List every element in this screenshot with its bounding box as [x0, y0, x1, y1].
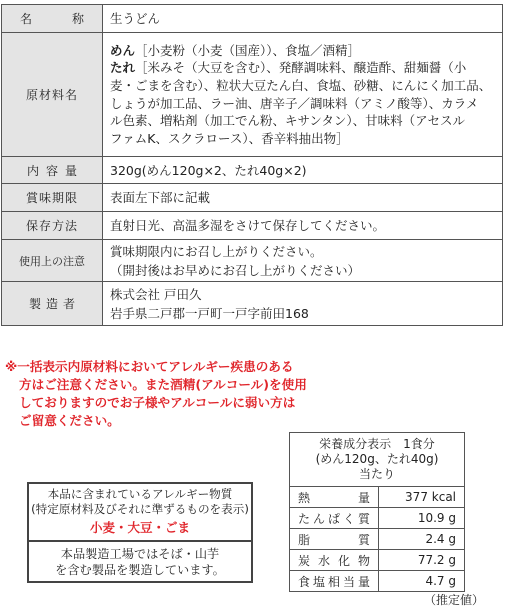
- name-value: 生うどん: [103, 5, 503, 33]
- tare-line-1: ［米みそ（大豆を含む）、発酵調味料、醸造酢、甜麺醤（小: [135, 60, 467, 76]
- factory-line-2: を含む製品を製造しています。: [55, 563, 225, 577]
- tare-key: たれ: [110, 60, 136, 76]
- nutrition-caption: [290, 433, 465, 487]
- warning-line-2: 方はご注意ください。また酒精(アルコール)を使用: [19, 377, 307, 392]
- row-expiry: [2, 184, 503, 212]
- nutrition-caption-2: (めん120g、たれ40g): [315, 452, 439, 466]
- nutrient-value: 4.7 g: [379, 571, 465, 592]
- nutrient-name: たんぱく質: [290, 508, 379, 529]
- nutrition-caption-3: 当たり: [358, 467, 395, 481]
- content-header: 内容量: [2, 157, 103, 184]
- nutrition-row: [290, 529, 465, 550]
- row-maker: [2, 282, 503, 326]
- expiry-header: 賞味期限: [2, 184, 103, 212]
- tare-line-4: ル色素、増粘剤（加工でん粉、キサンタン）、甘味料（アセスル: [110, 113, 466, 129]
- nutrient-name: 熱量: [290, 487, 379, 508]
- name-header: 名 称: [2, 5, 103, 33]
- men-text: ［小麦粉（小麦（国産））、食塩／酒精］: [135, 42, 361, 58]
- product-label-table: [1, 4, 503, 326]
- tare-line-5: ファムK、スクラロース）、香辛料抽出物］: [110, 130, 349, 146]
- nutrient-name: 炭水化物: [290, 550, 379, 571]
- warning-line-3: しておりますのでお子様やアルコールに弱い方は: [19, 395, 296, 410]
- estimated-note: （推定値）: [424, 593, 485, 607]
- factory-line-1: 本品製造工場ではそば・山芋: [60, 547, 220, 561]
- nutrient-name: 食塩相当量: [290, 571, 379, 592]
- maker-address: 岩手県二戸郡一戸町一戸字前田168: [110, 305, 309, 321]
- storage-value: 直射日光、高温多湿をさけて保存してください。: [103, 212, 503, 240]
- nutrition-row: [290, 487, 465, 508]
- row-name: [2, 5, 503, 33]
- usage-line-1: 賞味期限内にお召し上がりください。: [110, 243, 323, 259]
- nutrition-row: [290, 550, 465, 571]
- allergy-warning: [5, 358, 365, 430]
- row-storage: [2, 212, 503, 240]
- nutrition-row: [290, 508, 465, 529]
- usage-line-2: （開封後はお早めにお召し上がりください）: [110, 262, 361, 278]
- maker-value: [103, 282, 503, 326]
- ingredients-header: 原材料名: [2, 33, 103, 157]
- factory-notice: [29, 540, 251, 581]
- allergen-items: 小麦・大豆・ごま: [89, 520, 190, 535]
- nutrient-value: 377 kcal: [379, 487, 465, 508]
- men-key: めん: [110, 42, 136, 58]
- row-ingredients: [2, 33, 503, 157]
- maker-company: 株式会社 戸田久: [110, 286, 202, 302]
- warning-line-4: ご留意ください。: [19, 413, 120, 428]
- tare-line-2: 麦・ごまを含む）、粒状大豆たん白、食塩、砂糖、にんにく加工品、: [110, 77, 492, 93]
- usage-header: 使用上の注意: [2, 240, 103, 282]
- allergen-box: [27, 482, 253, 583]
- nutrient-value: 77.2 g: [379, 550, 465, 571]
- row-content: [2, 157, 503, 184]
- nutrient-value: 2.4 g: [379, 529, 465, 550]
- nutrient-name: 脂質: [290, 529, 379, 550]
- warning-line-1: ※一括表示内原材料においてアレルギー疾患のある: [5, 359, 294, 374]
- row-usage: [2, 240, 503, 282]
- expiry-value: 表面左下部に記載: [103, 184, 503, 212]
- ingredients-value: [103, 33, 503, 157]
- nutrition-row: [290, 571, 465, 592]
- storage-header: 保存方法: [2, 212, 103, 240]
- allergen-heading: [29, 484, 251, 519]
- maker-header: 製造者: [2, 282, 103, 326]
- tare-line-3: しょうが加工品、ラー油、唐辛子／調味料（アミノ酸等）、カラメ: [110, 95, 479, 111]
- allergen-line-2: (特定原材料及びそれに準ずるものを表示): [31, 502, 249, 516]
- nutrient-value: 10.9 g: [379, 508, 465, 529]
- nutrition-caption-1: 栄養成分表示 1食分: [319, 437, 435, 451]
- usage-value: [103, 240, 503, 282]
- nutrition-caption-row: [290, 433, 465, 487]
- nutrition-table: [289, 432, 465, 592]
- content-value: 320g(めん120g×2、たれ40g×2): [103, 157, 503, 184]
- allergen-line-1: 本品に含まれているアレルギー物質: [47, 487, 233, 501]
